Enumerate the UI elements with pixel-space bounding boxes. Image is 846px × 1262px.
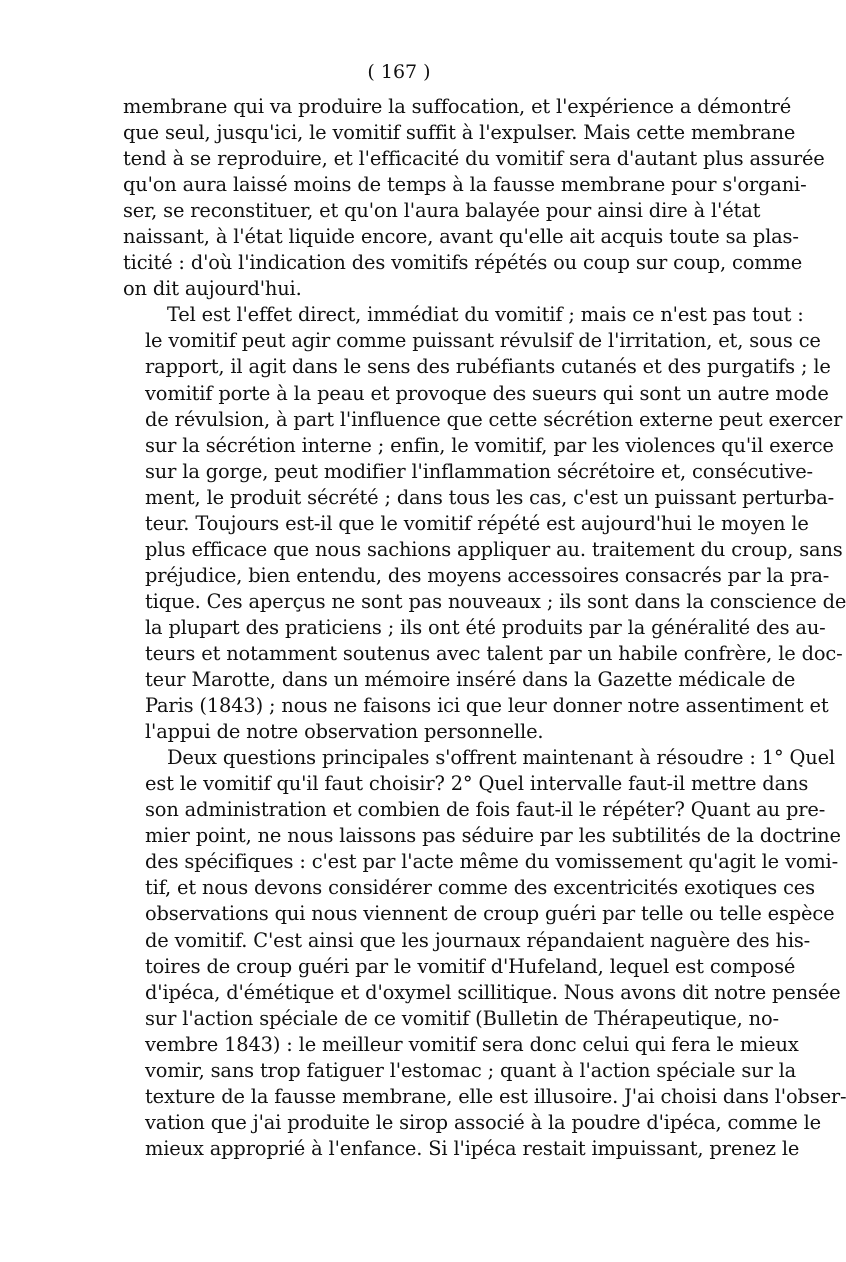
text-line: de vomitif. C'est ainsi que les journaux répandaient naguère des his-: [145, 928, 811, 952]
text-line: est le vomitif qu'il faut choisir? 2° Quel intervalle faut-il mettre dans: [145, 772, 809, 796]
text-line: le vomitif peut agir comme puissant révulsif de l'irritation, et, sous ce: [145, 329, 821, 353]
paragraph: [123, 745, 846, 1162]
text-line: Tel est l'effet direct, immédiat du vomitif ; mais ce n'est pas tout :: [167, 303, 804, 327]
text-line: tend à se reproduire, et l'efficacité du vomitif sera d'autant plus assurée: [123, 147, 825, 171]
text-line: son administration et combien de fois faut-il le répéter? Quant au pre-: [145, 798, 826, 822]
page-number: ( 167 ): [367, 61, 431, 83]
text-line: ment, le produit sécrété ; dans tous les cas, c'est un puissant perturba-: [145, 485, 835, 509]
text-line: mieux approprié à l'enfance. Si l'ipéca restait impuissant, prenez le: [145, 1136, 800, 1160]
text-line: texture de la fausse membrane, elle est illusoire. J'ai choisi dans l'obser-: [145, 1084, 846, 1108]
text-line: la plupart des praticiens ; ils ont été produits par la généralité des au-: [145, 615, 826, 639]
text-line: d'ipéca, d'émétique et d'oxymel scillitique. Nous avons dit notre pensée: [145, 980, 841, 1004]
text-line: observations qui nous viennent de croup guéri par telle ou telle espèce: [145, 902, 835, 926]
text-line: on dit aujourd'hui.: [123, 277, 302, 301]
text-line: rapport, il agit dans le sens des rubéfiants cutanés et des purgatifs ; le: [145, 355, 831, 379]
text-line: sur l'action spéciale de ce vomitif (Bulletin de Thérapeutique, no-: [145, 1006, 779, 1030]
text-line: plus efficace que nous sachions appliquer au. traitement du croup, sans: [145, 537, 843, 561]
text-line: tif, et nous devons considérer comme des excentricités exotiques ces: [145, 876, 815, 900]
text-line: vation que j'ai produite le sirop associé à la poudre d'ipéca, comme le: [145, 1110, 821, 1134]
text-line: qu'on aura laissé moins de temps à la fausse membrane pour s'organi-: [123, 173, 807, 197]
text-line: sur la gorge, peut modifier l'inflammation sécrétoire et, consécutive-: [145, 459, 813, 483]
text-line: Paris (1843) ; nous ne faisons ici que leur donner notre assentiment et: [145, 694, 829, 718]
text-line: membrane qui va produire la suffocation, et l'expérience a démontré: [123, 95, 792, 118]
text-line: teur. Toujours est-il que le vomitif répété est aujourd'hui le moyen le: [145, 511, 809, 535]
text-line: que seul, jusqu'ici, le vomitif suffit à l'expulser. Mais cette membrane: [123, 121, 796, 145]
text-line: Deux questions principales s'offrent maintenant à résoudre : 1° Quel: [167, 746, 835, 770]
paragraph: [123, 302, 846, 745]
page: [123, 58, 846, 1162]
text-line: l'appui de notre observation personnelle.: [145, 720, 544, 744]
text-line: ser, se reconstituer, et qu'on l'aura balayée pour ainsi dire à l'état: [123, 199, 761, 223]
text-line: vomir, sans trop fatiguer l'estomac ; quant à l'action spéciale sur la: [145, 1058, 797, 1082]
text-line: préjudice, bien entendu, des moyens accessoires consacrés par la pra-: [145, 563, 830, 587]
text-line: de révulsion, à part l'influence que cette sécrétion externe peut exercer: [145, 407, 843, 431]
text-line: tique. Ces aperçus ne sont pas nouveaux ; ils sont dans la conscience de: [145, 589, 846, 613]
text-line: ticité : d'où l'indication des vomitifs répétés ou coup sur coup, comme: [123, 251, 803, 275]
paragraph: [123, 94, 825, 302]
body-text: [123, 94, 846, 1162]
text-line: vomitif porte à la peau et provoque des sueurs qui sont un autre mode: [145, 381, 829, 405]
text-line: vembre 1843) : le meilleur vomitif sera donc celui qui fera le mieux: [145, 1032, 799, 1056]
text-line: naissant, à l'état liquide encore, avant qu'elle ait acquis toute sa plas-: [123, 225, 799, 249]
text-line: teurs et notamment soutenus avec talent par un habile confrère, le doc-: [145, 641, 843, 665]
text-line: mier point, ne nous laissons pas séduire par les subtilités de la doctrine: [145, 824, 841, 848]
text-line: sur la sécrétion interne ; enfin, le vomitif, par les violences qu'il exerce: [145, 433, 834, 457]
text-line: toires de croup guéri par le vomitif d'Hufeland, lequel est composé: [145, 954, 796, 978]
text-line: teur Marotte, dans un mémoire inséré dans la Gazette médicale de: [145, 668, 796, 692]
text-line: des spécifiques : c'est par l'acte même du vomissement qu'agit le vomi-: [145, 850, 839, 874]
